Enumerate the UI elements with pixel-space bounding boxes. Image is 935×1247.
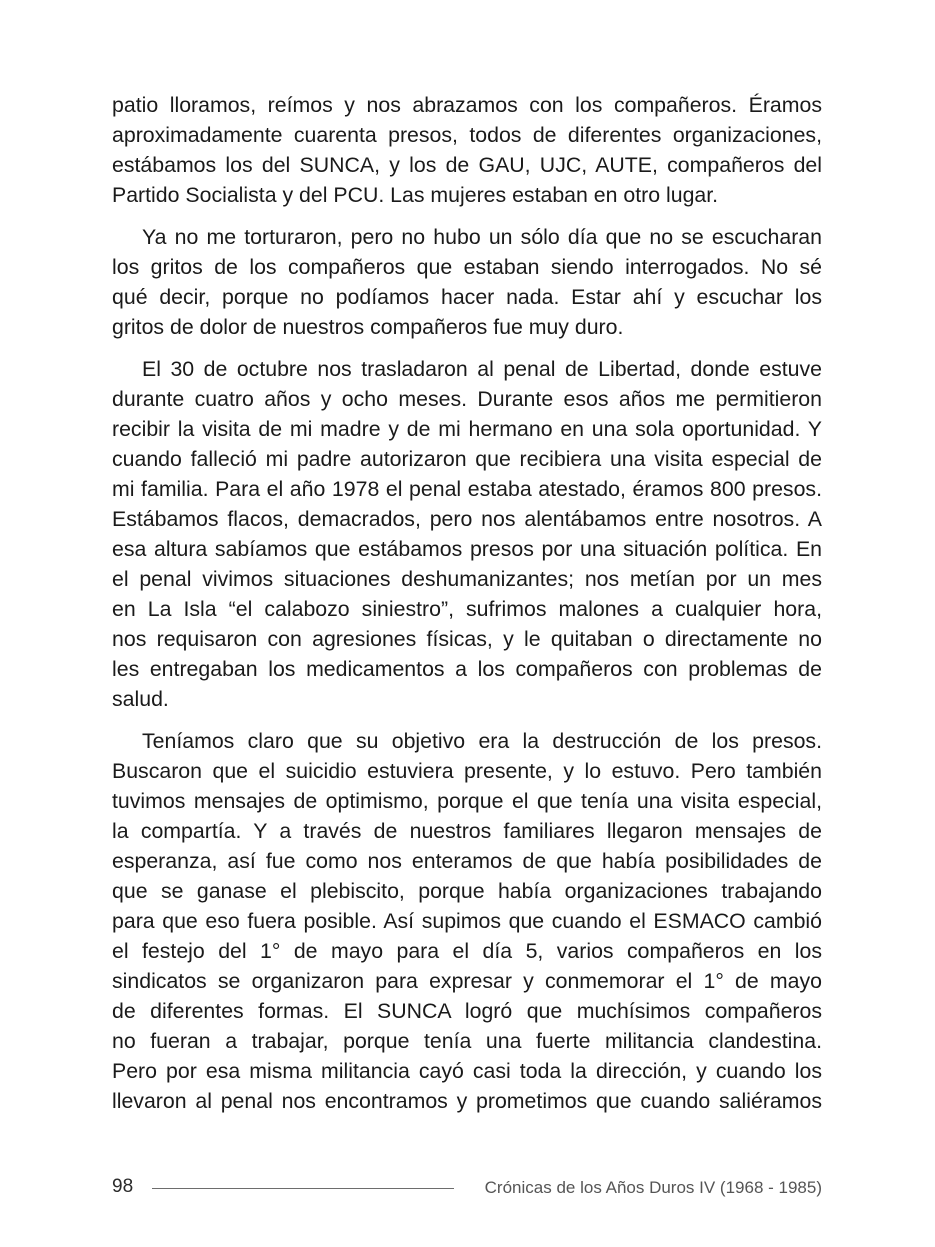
text-line: no fueran a trabajar, porque tenía una fuerte militancia clandestina. [112, 1029, 822, 1053]
text-line: esa altura sabíamos que estábamos presos por una situación política. En [112, 537, 822, 561]
text-line: estábamos los del SUNCA, y los de GAU, UJC, AUTE, compañeros del [112, 153, 822, 177]
text-line: sindicatos se organizaron para expresar y conmemorar el 1° de mayo [112, 969, 822, 993]
text-line: patio lloramos, reímos y nos abrazamos con los compañeros. Éramos [112, 93, 822, 117]
text-line: llevaron al penal nos encontramos y prometimos que cuando saliéramos [112, 1089, 822, 1113]
body-text [112, 90, 822, 1128]
paragraph [112, 90, 822, 210]
text-line: salud. [112, 687, 169, 711]
text-line: les entregaban los medicamentos a los compañeros con problemas de [112, 657, 822, 681]
page-number: 98 [112, 1176, 134, 1197]
text-line: esperanza, así fue como nos enteramos de que había posibilidades de [112, 849, 822, 873]
paragraph [112, 222, 822, 342]
text-line: el festejo del 1° de mayo para el día 5, varios compañeros en los [112, 939, 822, 963]
text-line: Teníamos claro que su objetivo era la destrucción de los presos. [142, 729, 822, 753]
paragraph [112, 726, 822, 1116]
text-line: Pero por esa misma militancia cayó casi toda la dirección, y cuando los [112, 1059, 822, 1083]
text-line: de diferentes formas. El SUNCA logró que muchísimos compañeros [112, 999, 822, 1023]
text-line: mi familia. Para el año 1978 el penal estaba atestado, éramos 800 presos. [112, 477, 822, 501]
text-line: gritos de dolor de nuestros compañeros fue muy duro. [112, 315, 624, 339]
text-line: nos requisaron con agresiones físicas, y le quitaban o directamente no [112, 627, 822, 651]
running-title: Crónicas de los Años Duros IV (1968 - 1985) [484, 1178, 822, 1197]
text-line: en La Isla “el calabozo siniestro”, sufrimos malones a cualquier hora, [112, 597, 822, 621]
text-line: la compartía. Y a través de nuestros familiares llegaron mensajes de [112, 819, 822, 843]
text-line: Estábamos flacos, demacrados, pero nos alentábamos entre nosotros. A [112, 507, 822, 531]
text-line: para que eso fuera posible. Así supimos que cuando el ESMACO cambió [112, 909, 822, 933]
text-line: aproximadamente cuarenta presos, todos de diferentes organizaciones, [112, 123, 822, 147]
text-line: qué decir, porque no podíamos hacer nada. Estar ahí y escuchar los [112, 285, 822, 309]
text-line: que se ganase el plebiscito, porque había organizaciones trabajando [112, 879, 822, 903]
text-line: durante cuatro años y ocho meses. Durante esos años me permitieron [112, 387, 822, 411]
text-line: El 30 de octubre nos trasladaron al penal de Libertad, donde estuve [142, 357, 822, 381]
text-line: Ya no me torturaron, pero no hubo un sólo día que no se escucharan [142, 225, 822, 249]
text-line: Partido Socialista y del PCU. Las mujeres estaban en otro lugar. [112, 183, 719, 207]
text-line: el penal vivimos situaciones deshumanizantes; nos metían por un mes [112, 567, 822, 591]
footer-divider [152, 1188, 454, 1189]
page-footer [112, 1175, 822, 1201]
text-line: tuvimos mensajes de optimismo, porque el que tenía una visita especial, [112, 789, 822, 813]
text-line: Buscaron que el suicidio estuviera presente, y lo estuvo. Pero también [112, 759, 822, 783]
text-line: recibir la visita de mi madre y de mi hermano en una sola oportunidad. Y [112, 417, 822, 441]
text-line: los gritos de los compañeros que estaban siendo interrogados. No sé [112, 255, 822, 279]
text-line: cuando falleció mi padre autorizaron que recibiera una visita especial de [112, 447, 822, 471]
paragraph [112, 354, 822, 714]
